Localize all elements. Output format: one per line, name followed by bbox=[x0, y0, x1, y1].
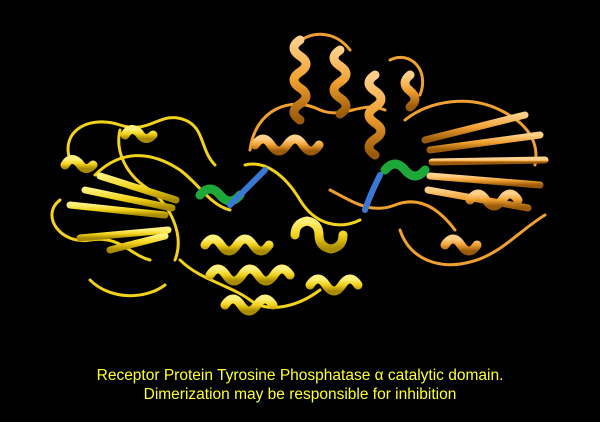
caption-line-2: Dimerization may be responsible for inhibition bbox=[143, 386, 457, 403]
alpha-symbol: α bbox=[374, 367, 384, 384]
figure-caption bbox=[0, 366, 600, 404]
right-linker-segment bbox=[365, 175, 380, 210]
caption-line-1-prefix: Receptor Protein Tyrosine Phosphatase bbox=[96, 367, 375, 384]
caption-line-1 bbox=[0, 366, 600, 385]
dimer-interface bbox=[200, 164, 425, 210]
right-wedge-motif bbox=[385, 164, 425, 176]
caption-line-1-suffix: catalytic domain. bbox=[383, 367, 504, 384]
left-linker-segment bbox=[230, 170, 265, 205]
